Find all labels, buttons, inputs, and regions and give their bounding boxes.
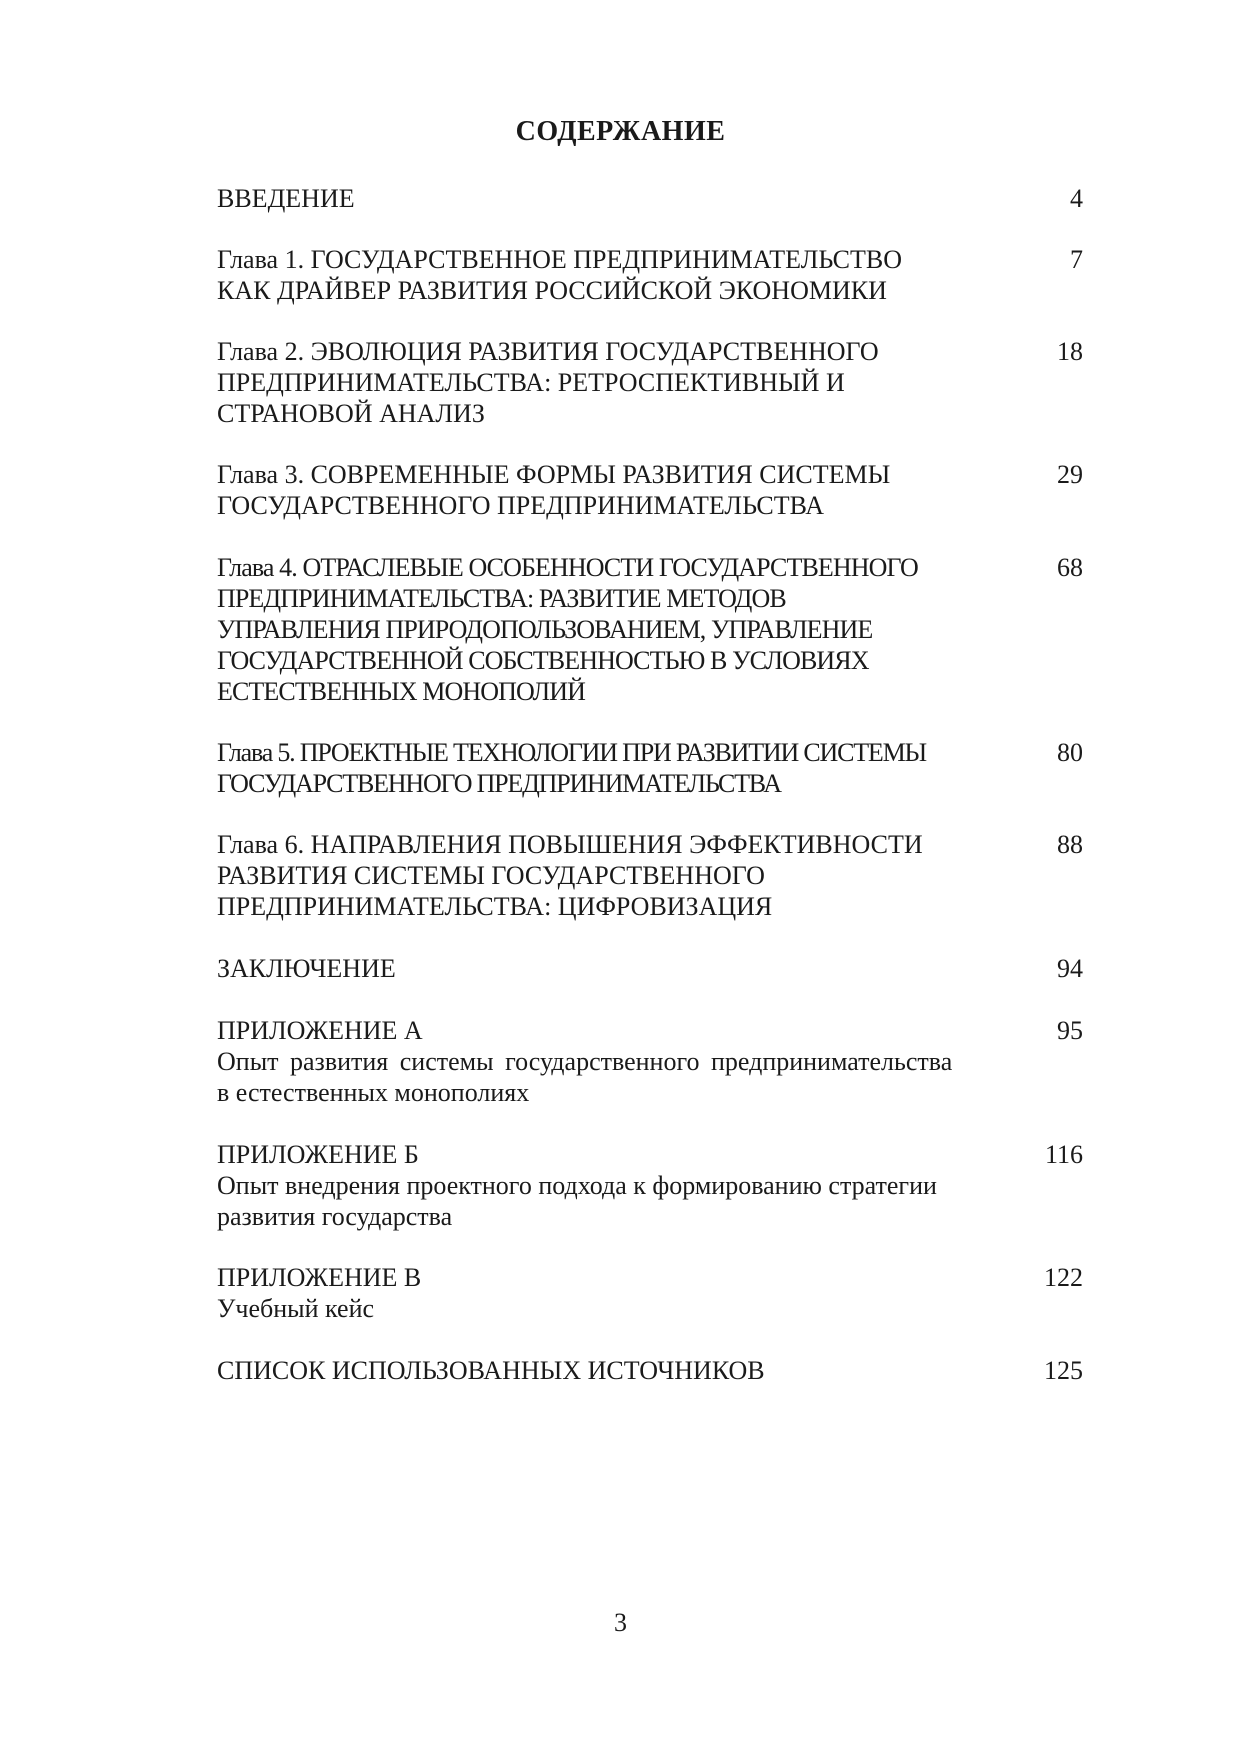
toc-entry-line: ЗАКЛЮЧЕНИЕ [217, 954, 396, 983]
toc-entry-line: ВВЕДЕНИЕ [217, 184, 355, 213]
toc-entry-text [217, 1015, 1007, 1108]
toc-entry [217, 737, 1083, 799]
toc-entry-line: Глава 1. ГОСУДАРСТВЕННОЕ ПРЕДПРИНИМАТЕЛЬСТВО [217, 245, 902, 274]
toc-entry [217, 829, 1083, 922]
toc-entry-line: в естественных монополиях [217, 1078, 530, 1107]
toc-entry-line: РАЗВИТИЯ СИСТЕМЫ ГОСУДАРСТВЕННОГО [217, 861, 765, 890]
toc-entry-line: СТРАНОВОЙ АНАЛИЗ [217, 399, 485, 428]
toc-entry-text [217, 459, 1007, 521]
toc-entry-line: Глава 6. НАПРАВЛЕНИЯ ПОВЫШЕНИЯ ЭФФЕКТИВНОСТИ [217, 830, 923, 859]
toc-entry [217, 1262, 1083, 1324]
toc-page-number: 122 [1044, 1263, 1083, 1292]
toc-page-number: 95 [1057, 1016, 1083, 1045]
toc-entry-line: ПРИЛОЖЕНИЕ В [217, 1263, 422, 1292]
toc-page-number: 18 [1057, 337, 1083, 366]
toc-entry-text [217, 552, 1007, 707]
toc-entry-line: ЕСТЕСТВЕННЫХ МОНОПОЛИЙ [217, 677, 586, 706]
toc-entry-line: Глава 3. СОВРЕМЕННЫЕ ФОРМЫ РАЗВИТИЯ СИСТЕМЫ [217, 460, 891, 489]
toc-entry [217, 336, 1083, 429]
toc-entry-text [217, 183, 1007, 214]
toc-entry-text [217, 1139, 1007, 1232]
toc-entry-line: ПРИЛОЖЕНИЕ А [217, 1016, 423, 1045]
toc-page-number: 88 [1057, 830, 1083, 859]
toc-entry-line: Глава 4. ОТРАСЛЕВЫЕ ОСОБЕННОСТИ ГОСУДАРСТВЕННОГО [217, 553, 918, 582]
toc-entry-text [217, 737, 1007, 799]
page-number: 3 [614, 1608, 627, 1637]
toc-entry [217, 459, 1083, 521]
toc-entry-text [217, 336, 1007, 429]
toc-entry-line: ГОСУДАРСТВЕННОГО ПРЕДПРИНИМАТЕЛЬСТВА [217, 491, 825, 520]
toc-page-number: 80 [1057, 738, 1083, 767]
toc-entry-line: ГОСУДАРСТВЕННОЙ СОБСТВЕННОСТЬЮ В УСЛОВИЯХ [217, 646, 869, 675]
toc-page-number: 125 [1044, 1356, 1083, 1385]
toc-entry-line: Учебный кейс [217, 1294, 375, 1323]
toc-entry-line: Глава 2. ЭВОЛЮЦИЯ РАЗВИТИЯ ГОСУДАРСТВЕННОГО [217, 337, 879, 366]
toc-entry-line: Глава 5. ПРОЕКТНЫЕ ТЕХНОЛОГИИ ПРИ РАЗВИТИИ СИСТЕМЫ [217, 738, 926, 767]
toc-page-number: 4 [1070, 184, 1083, 213]
toc-entry-line: Опыт развития системы государственного предпринимательства [217, 1047, 953, 1076]
toc-entry-line: ПРИЛОЖЕНИЕ Б [217, 1140, 419, 1169]
toc-entry [217, 1139, 1083, 1232]
toc-page-number: 29 [1057, 460, 1083, 489]
toc-entry-text [217, 1262, 1007, 1324]
toc-entry-text [217, 953, 1007, 984]
toc-entry-line: ПРЕДПРИНИМАТЕЛЬСТВА: РЕТРОСПЕКТИВНЫЙ И [217, 368, 845, 397]
toc-entry-line: ПРЕДПРИНИМАТЕЛЬСТВА: ЦИФРОВИЗАЦИЯ [217, 892, 773, 921]
toc-entry-text [217, 244, 1007, 306]
toc-entry-text [217, 829, 1007, 922]
page-title: СОДЕРЖАНИЕ [515, 116, 726, 147]
toc-entry [217, 244, 1083, 306]
toc-entry-line: ПРЕДПРИНИМАТЕЛЬСТВА: РАЗВИТИЕ МЕТОДОВ [217, 584, 786, 613]
toc-entry [217, 552, 1083, 707]
toc-entry-line: УПРАВЛЕНИЯ ПРИРОДОПОЛЬЗОВАНИЕМ, УПРАВЛЕНИЕ [217, 615, 873, 644]
toc-page-number: 7 [1070, 245, 1083, 274]
toc-entry-line: КАК ДРАЙВЕР РАЗВИТИЯ РОССИЙСКОЙ ЭКОНОМИКИ [217, 276, 887, 305]
toc-entry [217, 1015, 1083, 1108]
toc-entry [217, 953, 1083, 984]
toc-entry-line: ГОСУДАРСТВЕННОГО ПРЕДПРИНИМАТЕЛЬСТВА [217, 769, 781, 798]
toc-entry-text [217, 1355, 1007, 1386]
toc-page-number: 94 [1057, 954, 1083, 983]
toc-entry [217, 1355, 1083, 1386]
toc-entry-line: развития государства [217, 1202, 453, 1231]
toc-entry-line: Опыт внедрения проектного подхода к формированию стратегии [217, 1171, 937, 1200]
toc-entry [217, 183, 1083, 214]
toc-entry-line: СПИСОК ИСПОЛЬЗОВАННЫХ ИСТОЧНИКОВ [217, 1356, 765, 1385]
toc-page-number: 116 [1044, 1140, 1083, 1169]
toc-page-number: 68 [1057, 553, 1083, 582]
